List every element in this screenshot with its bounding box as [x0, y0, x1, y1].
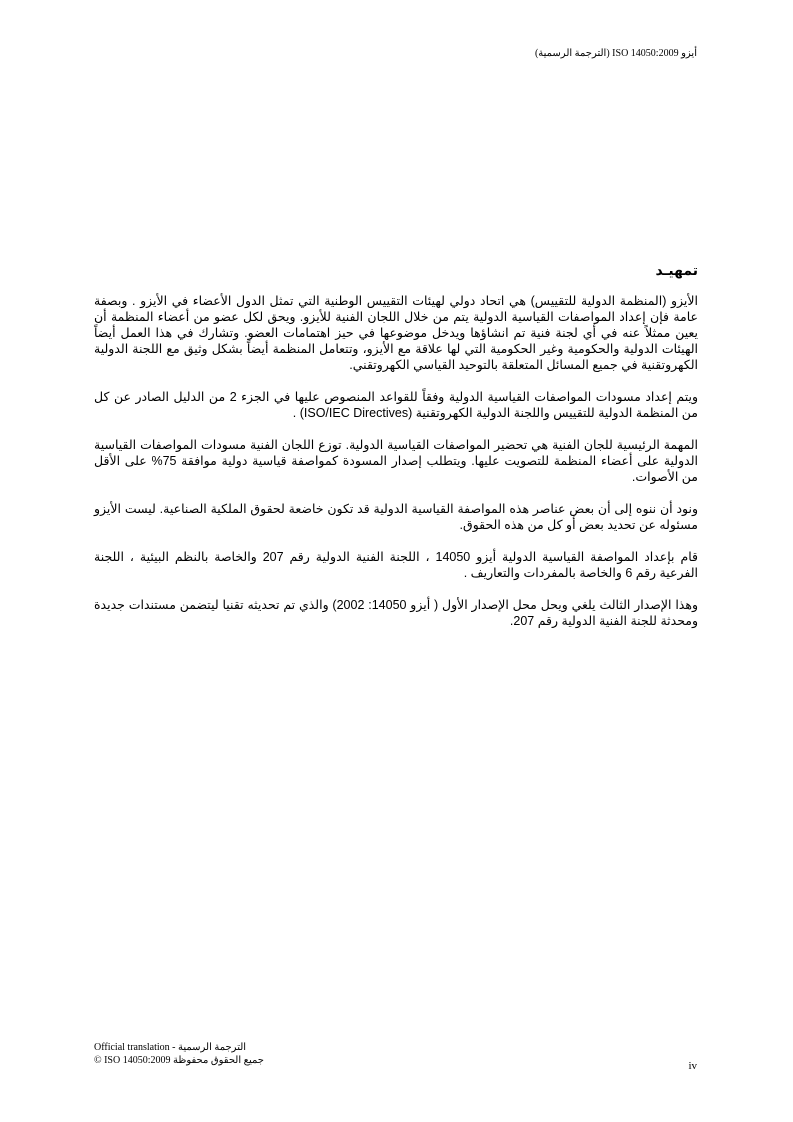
paragraph-edition: وهذا الإصدار الثالث يلغي ويحل محل الإصدار الأول ( أيزو 14050: 2002) والذي تم تحديثه تقنيا ليتضمن مستندات جديدة ومحدثة للجنة الفنية الدولية رقم 207. [94, 598, 698, 628]
section-title: تمهيـد [655, 262, 698, 278]
footer-copyright [94, 1041, 264, 1067]
page-number: iv [688, 1060, 697, 1072]
paragraph-prepared-by: قام بإعداد المواصفة القياسية الدولية أيزو 14050 ، اللجنة الفنية الدولية رقم 207 والخاصة بالنظم البيئية ، اللجنة الفرعية رقم 6 والخاصة بالمفردات والتعاريف . [94, 550, 698, 580]
paragraph-directives: ويتم إعداد مسودات المواصفات القياسية الدولية وفقاً للقواعد المنصوص عليها في الجزء 2 من الدليل الصادر عن كل من المنظمة الدولية للتقييس واللجنة الدولية الكهروتقنية (ISO/IEC Directives) . [94, 390, 699, 420]
paragraph-patent-rights: ونود أن ننوه إلى أن بعض عناصر هذه المواصفة القياسية الدولية قد تكون خاضعة لحقوق الملكية الصناعية. ليست الأيزو مسئوله عن تحديد بعض أو كل من هذه الحقوق. [94, 502, 698, 532]
running-header: أيزو ISO 14050:2009 (الترجمة الرسمية) [534, 48, 697, 59]
paragraph-iso-intro: الأيزو (المنظمة الدولية للتقييس) هي اتحاد دولي لهيئات التقييس الوطنية التي تمثل الدول الأعضاء في الأيزو . وبصفة عامة فإن إعداد المواصفات القياسية الدولية يتم من خلال اللجان الفنية للأيزو. ويحق لكل عضو من أعضاء المنظمة أن يعين ممثلاً عنه في أي لجنة فنية تم انشاؤها ويدخل موضوعها في حيز اهتمامات العضو. وتشارك في هذا العمل أيضاً الهيئات الدولية والحكومية وغير الحكومية التي لها علاقة مع الأيزو، وتتعامل المنظمة أيضاً بشكل وثيق مع اللجنة الدولية الكهروتقنية في جميع المسائل المتعلقة بالتوحيد القياسي الكهروتقني. [94, 294, 698, 372]
paragraph-technical-committees: المهمة الرئيسية للجان الفنية هي تحضير المواصفات القياسية الدولية. توزع اللجان الفنية مسودات المواصفات القياسية الدولية على أعضاء المنظمة للتصويت عليها. ويتطلب إصدار المسودة كمواصفة قياسية دولية موافقة 75% على الأقل من الأصوات. [94, 438, 698, 484]
foreword-section [94, 262, 698, 645]
footer-copyright-line: © ISO 14050:2009 جميع الحقوق محفوظة [94, 1055, 264, 1066]
footer-translation-line: Official translation - الترجمة الرسمية [94, 1042, 247, 1053]
